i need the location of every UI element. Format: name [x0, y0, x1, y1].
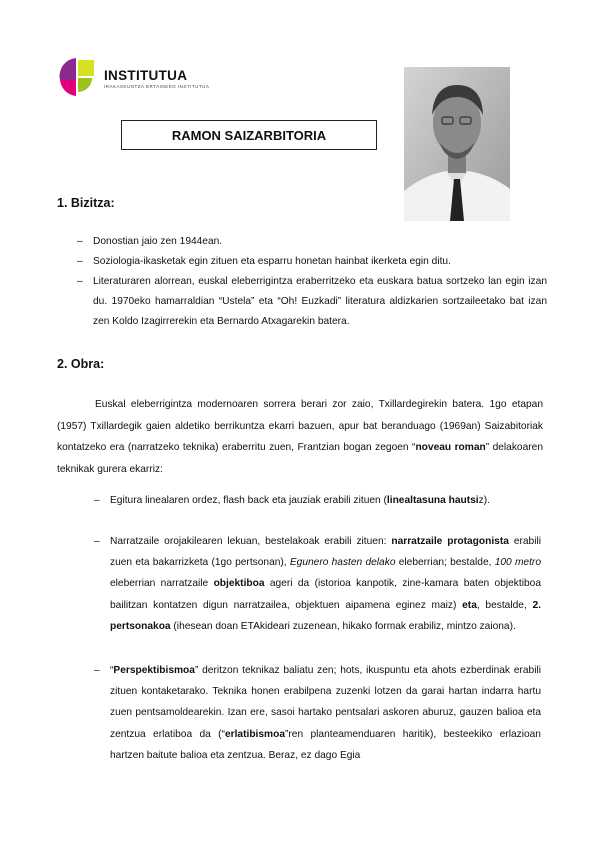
obra-list-item-3 [94, 660, 541, 766]
list-item: – “Perspektibismoa” deritzon teknikaz baliatu zen; hots, ikuspuntu eta ahots ezberdinak erabili zituen kontaketarako. Teknika honen erabilpena zuzenki lotzen da garai hartan indarra hartu zuen pentsamoldearekin. Izan ere, sasoi hartako pentsalari askoren aburuz, gauzen balioa eta zentzua erlatiboa da (“erlatibismoa”ren planteamenduaren haritik), besteekiko erlazioan hartzen baitute balioa eta zentzua. Beraz, ez dago Egia [94, 660, 541, 766]
bizitza-list [77, 232, 547, 332]
logo-tagline: IRAKASKUNTZA ERTAINEKO INSTITUTUA [104, 84, 210, 89]
institute-logo [56, 56, 210, 98]
obra-list-item-1 [94, 490, 541, 511]
logo-name: INSTITUTUA [104, 68, 188, 83]
title-box [121, 120, 377, 150]
author-portrait [404, 67, 510, 221]
list-item: – Literaturaren alorrean, euskal eleberrigintza eraberritzeko eta euskara batua sortzeko lan egin izan du. 1970eko hamarraldian “Ustela” eta “Oh! Euzkadi” literatura aldizkarien sortzaileetako bat izan zen Koldo Izagirrerekin eta Bernardo Atxagarekin batera. [77, 272, 547, 332]
page-title: RAMON SAIZARBITORIA [171, 127, 327, 143]
list-item: – Narratzaile orojakilearen lekuan, bestelakoak erabili zituen: narratzaile protagonista erabili zuen eta bakarrizketa (1go pertsonan), Egunero hasten delako eleberrian; bestalde, 100 metro eleberrian narratzaile objektiboa ageri da (istorioa kanpotik, zine-kamara baten objektiboa bailitzan kontatzen digun narratzailea, objektuen aipamena eginez maiz) eta, bestalde, 2. pertsonakoa (ihesean doan ETAkideari zuzenean, hikako formak erabiliz, mintzo zaiona). [94, 531, 541, 637]
obra-paragraph: Euskal eleberrigintza modernoaren sorrera berari zor zaio, Txillardegirekin batera. 1go etapan (1957) Txillardegik gaien aldetiko berrikuntza ekarri bazuen, apur bat beranduago (1969an) Saizabitoriak kontatzeko era (narratzeko teknika) eraberritu zuen, Frantzian bogan zegoen “noveau roman” delakoaren teknikak gurera ekarriz: [57, 399, 543, 475]
list-item: – Donostian jaio zen 1944ean. [77, 232, 547, 252]
list-item: – Egitura linealaren ordez, flash back eta jauziak erabili zituen (linealtasuna hautsiz). [94, 490, 541, 511]
section-heading-obra: 2. Obra: [57, 357, 105, 371]
section-heading-bizitza: 1. Bizitza: [57, 196, 115, 210]
logo-mark-icon [56, 56, 100, 98]
list-item: – Soziologia-ikasketak egin zituen eta esparru honetan hainbat ikerketa egin ditu. [77, 252, 547, 272]
obra-list-item-2 [94, 531, 541, 637]
